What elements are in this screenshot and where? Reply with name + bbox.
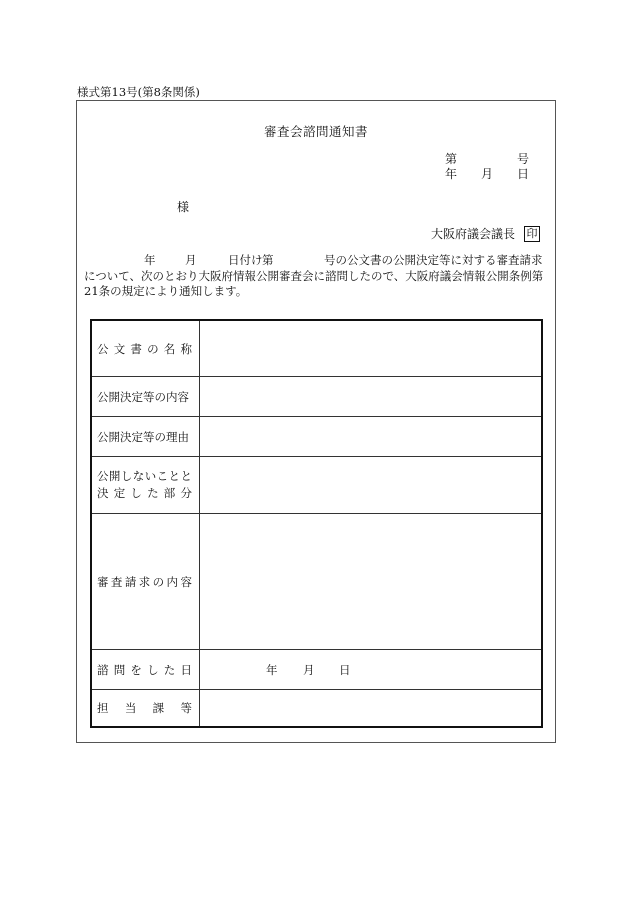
value-decision-reason[interactable] [200,417,541,456]
addressee: 様 [177,200,190,214]
value-request-content[interactable] [200,514,541,649]
sender: 大阪府議会議長 印 [431,225,540,242]
value-document-name[interactable] [200,321,541,376]
document-title: 審査会諮問通知書 [263,124,368,139]
form-number: 様式第13号(第8条関係) [77,85,200,99]
seal-mark: 印 [524,226,540,242]
table-row [92,690,541,726]
table-row [92,417,541,457]
table-row [92,514,541,650]
row-label-request-content: 審 査 請 求 の 内 容 [97,574,192,589]
row-label-inquiry-date: 諮 問 を し た 日 [97,662,192,677]
table-row [92,650,541,690]
reference-number: 第 号 [445,152,529,166]
value-department[interactable] [200,690,541,726]
value-inquiry-date[interactable]: 年 月 日 [266,662,351,677]
table-row [92,321,541,377]
info-table [90,319,543,728]
row-label-undisclosed-part: 公 開 し な い こ と と 決 定 し た 部 分 [97,469,192,500]
issue-date: 年 月 日 [445,167,529,181]
body-line-2: について、次のとおり大阪府情報公開審査会に諮問したので、大阪府議会情報公開条例第 [84,268,544,283]
row-label-document-name: 公 文 書 の 名 称 [97,341,192,356]
body-line-1: 年 月 日付け 第 号の公文書の公開決定等に対する審査請求 [144,253,543,267]
row-label-department: 担 当 課 等 [97,701,192,715]
value-undisclosed-part[interactable] [200,457,541,513]
table-row [92,457,541,514]
body-line-3: 21条の規定により通知します。 [84,284,248,298]
document-frame [76,100,556,743]
row-label-decision-reason: 公開決定等の理由 [97,429,189,444]
value-decision-content[interactable] [200,377,541,416]
table-row [92,377,541,417]
body-text [84,253,552,300]
row-label-decision-content: 公開決定等の内容 [97,389,189,404]
